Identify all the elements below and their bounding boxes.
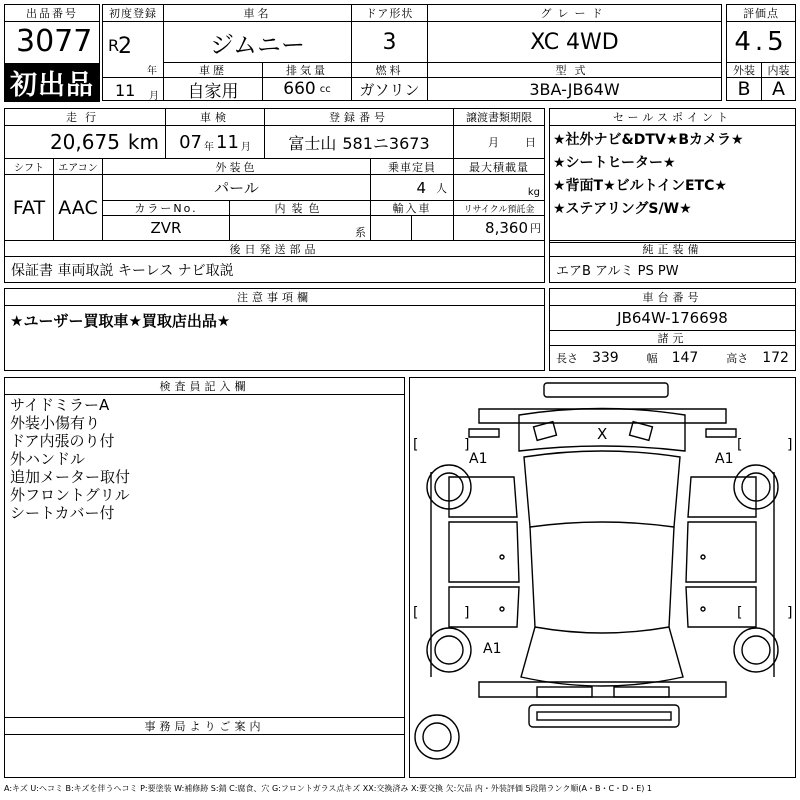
interior-color-cell <box>229 215 371 241</box>
transfer-month-unit: 月 <box>488 136 499 149</box>
exterior-header: 外装 <box>726 62 762 78</box>
svg-text:[: [ <box>413 437 419 453</box>
first-listing-badge: 初出品 <box>5 63 99 101</box>
aircon: AAC <box>53 174 103 241</box>
diagram-mark-rear-left: A1 <box>483 641 502 657</box>
interior-color-unit: 系 <box>355 226 366 239</box>
svg-text:]: ] <box>464 437 470 453</box>
length-label: 長さ <box>556 352 578 365</box>
legend: A:キズ U:ヘコミ B:キズを伴うヘコミ P:要塗装 W:補修跡 S:錆 C:腐食、穴 G:フロントガラス点キズ XX:交換済み X:要交換 欠:欠品 内・外装評価 5段階ランク順(A・B・C・D・E) 1 <box>4 784 653 793</box>
shift-header: シフト <box>4 158 54 175</box>
svg-text:[: [ <box>737 605 743 621</box>
inspector-note: 外装小傷有り <box>10 414 101 432</box>
inspector-note: ドア内張のり付 <box>10 432 115 450</box>
svg-text:]: ] <box>464 605 470 621</box>
width-value: 147 <box>671 350 699 366</box>
interior-header: 内装 <box>761 62 796 78</box>
aircon-header: エアコン <box>53 158 103 175</box>
mileage-header: 走行 <box>4 108 166 126</box>
registration-number-cell <box>264 125 454 159</box>
inspection-year: 07 <box>179 131 202 153</box>
diagram-mark-front-left: A1 <box>469 451 488 467</box>
sales-point-3: ★背面T★ビルトインETC★ <box>553 178 727 194</box>
lot-number-header: 出品番号 <box>4 4 100 22</box>
history: 自家用 <box>163 77 263 101</box>
model-type: 3BA-JB64W <box>427 77 722 101</box>
color-no: ZVR <box>102 215 230 241</box>
inspector-note: シートカバー付 <box>10 504 115 522</box>
specs-row <box>549 345 796 371</box>
grade-header: グレード <box>427 4 722 22</box>
car-diagram <box>409 377 796 778</box>
door-count: 3 <box>351 21 428 63</box>
exterior-color: パール <box>102 174 371 201</box>
score-header: 評価点 <box>726 4 796 22</box>
interior-score: A <box>761 77 796 101</box>
capacity-unit: 人 <box>436 181 447 195</box>
sales-point-2: ★シートヒーター★ <box>553 155 676 171</box>
grade: XC 4WD <box>427 21 722 63</box>
later-parts-header: 後日発送部品 <box>4 240 545 257</box>
diagram-mark-roof: X <box>597 425 608 443</box>
interior-color-header: 内装色 <box>229 200 371 216</box>
car-name-header: 車名 <box>163 4 352 22</box>
height-value: 172 <box>762 350 789 366</box>
displacement: 660 <box>283 79 316 99</box>
color-no-header: カラーNo. <box>102 200 230 216</box>
sales-point-1: ★社外ナビ&DTV★Bカメラ★ <box>553 132 744 148</box>
month-unit: 月 <box>149 91 159 102</box>
transfer-day-unit: 日 <box>525 136 536 149</box>
transfer-deadline-header: 譲渡書類期限 <box>453 108 545 126</box>
inspection-year-unit: 年 <box>204 141 214 153</box>
car-name: ジムニー <box>163 21 352 63</box>
year-unit: 年 <box>147 66 157 77</box>
shift: FAT <box>4 174 54 241</box>
inspection-header: 車検 <box>165 108 265 126</box>
plate-number: 581ニ3673 <box>342 133 430 153</box>
door-type-header: ドア形状 <box>351 4 428 22</box>
registration-number-header: 登録番号 <box>264 108 454 126</box>
mileage-cell <box>4 125 166 159</box>
capacity-value: 4 <box>416 178 426 197</box>
first-registration-header: 初度登録 <box>102 4 164 22</box>
office-box <box>4 734 405 778</box>
svg-text:]: ] <box>787 605 793 621</box>
recycle-header: リサイクル預託金 <box>453 200 545 216</box>
inspector-note: 外ハンドル <box>10 450 86 468</box>
lot-number: 3077 <box>16 24 93 59</box>
transfer-deadline-cell <box>453 125 545 159</box>
model-type-header: 型式 <box>427 62 722 78</box>
era-letter: R <box>108 36 120 55</box>
notes-header: 注意事項欄 <box>4 288 545 306</box>
svg-text:[: [ <box>737 437 743 453</box>
displacement-header: 排気量 <box>262 62 352 78</box>
recycle-value: 8,360 <box>485 219 528 237</box>
later-parts: 保証書 車両取説 キーレス ナビ取説 <box>4 256 545 283</box>
svg-text:]: ] <box>787 437 793 453</box>
fuel: ガソリン <box>351 77 428 101</box>
recycle-cell <box>453 215 545 241</box>
fuel-header: 燃料 <box>351 62 428 78</box>
diagram-mark-front-right: A1 <box>715 451 734 467</box>
displacement-cell <box>262 77 352 101</box>
max-load-cell <box>453 174 545 201</box>
cc-unit: cc <box>319 83 331 95</box>
mileage-unit: km <box>127 130 159 154</box>
inspector-note: 追加メーター取付 <box>10 468 131 486</box>
standard-equipment-header: 純正装備 <box>549 240 796 257</box>
sales-points-header: セールスポイント <box>549 108 796 126</box>
height-label: 高さ <box>726 352 749 365</box>
capacity-header: 乗車定員 <box>370 158 454 175</box>
inspector-note: サイドミラーA <box>10 396 110 414</box>
import-header: 輸入車 <box>370 200 454 216</box>
registration-month: 11 <box>115 81 136 100</box>
inspection-month-unit: 月 <box>240 141 251 153</box>
registration-year: 2 <box>118 34 132 59</box>
inspector-note: 外フロントグリル <box>10 486 130 504</box>
length-value: 339 <box>591 350 619 366</box>
max-load-unit: kg <box>527 187 540 198</box>
history-header: 車歴 <box>163 62 263 78</box>
svg-text:[: [ <box>413 605 419 621</box>
notes: ★ユーザー買取車★買取店出品★ <box>10 312 231 330</box>
inspector-header: 検査員記入欄 <box>4 377 405 395</box>
recycle-unit: 円 <box>530 222 541 235</box>
overall-score: 4.5 <box>726 21 796 63</box>
plate-region: 富士山 <box>288 133 337 153</box>
max-load-header: 最大積載量 <box>453 158 545 175</box>
inspection-cell <box>165 125 265 159</box>
capacity-cell <box>370 174 454 201</box>
mileage-value: 20,675 <box>49 130 120 154</box>
chassis-number: JB64W-176698 <box>549 305 796 331</box>
inspector-notes-list <box>10 396 130 522</box>
width-label: 幅 <box>646 352 658 365</box>
chassis-number-header: 車台番号 <box>549 288 796 306</box>
inspection-month: 11 <box>216 131 239 153</box>
standard-equipment: エアB アルミ PS PW <box>549 256 796 283</box>
import-cell-2 <box>411 215 454 241</box>
office-header: 事務局よりご案内 <box>4 717 405 735</box>
import-cell-1 <box>370 215 412 241</box>
exterior-score: B <box>726 77 762 101</box>
exterior-color-header: 外装色 <box>102 158 371 175</box>
sales-point-4: ★ステアリングS/W★ <box>553 201 692 217</box>
specs-header: 諸元 <box>549 330 796 346</box>
